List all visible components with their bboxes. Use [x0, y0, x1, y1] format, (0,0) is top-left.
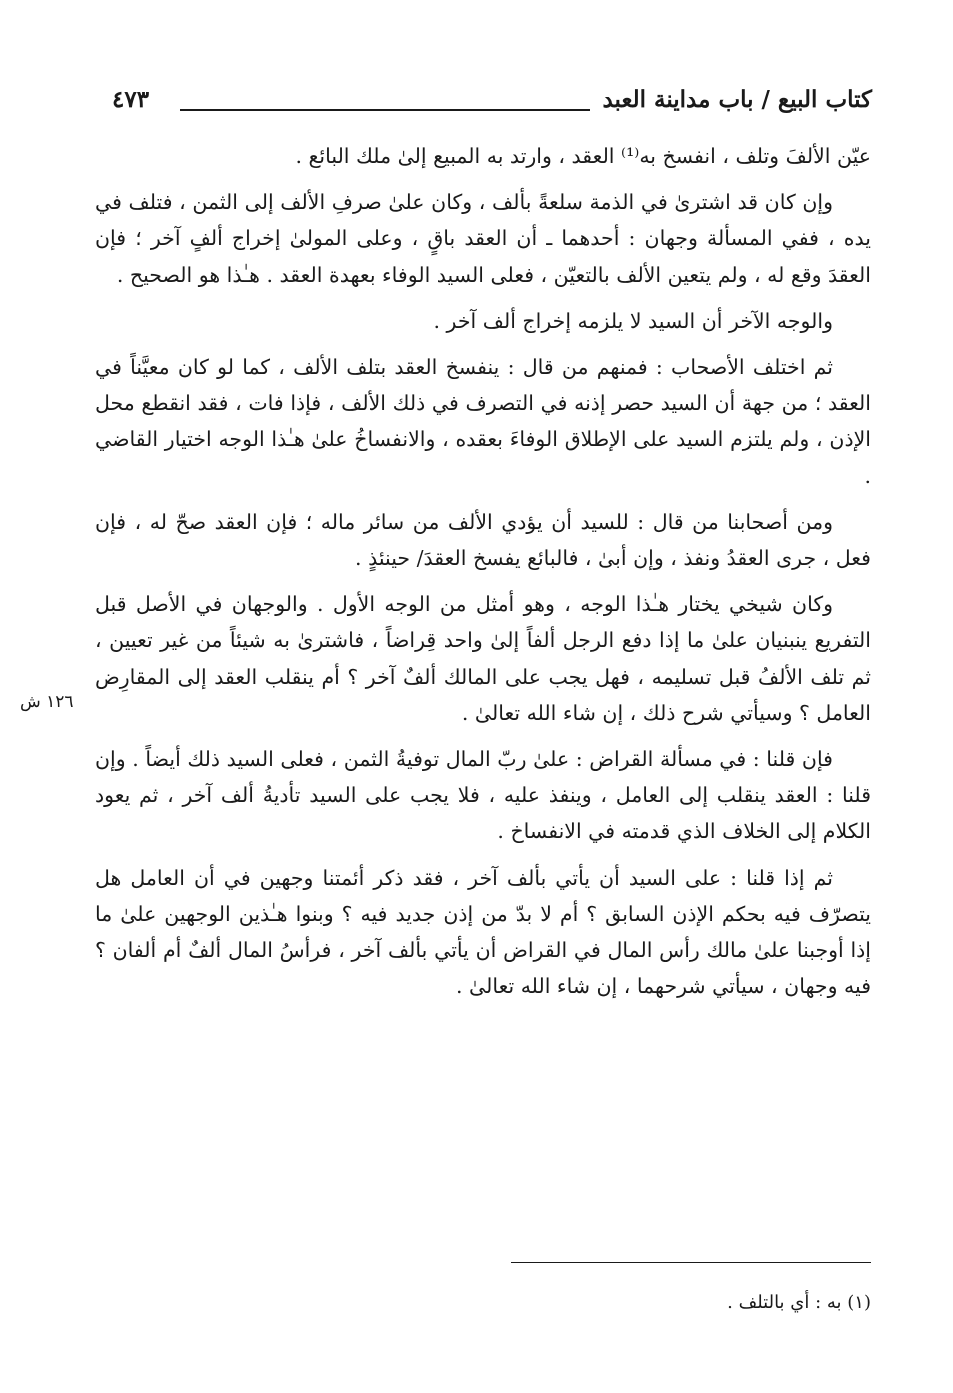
paragraph-7: فإن قلنا : في مسألة القراض : علىٰ ربّ المال توفيةُ الثمن ، فعلى السيد ذلك أيضاً . وإن قلنا : العقد ينقلب إلى العامل ، وينفذ عليه ، فلا يجب على السيد تأديةُ ألف آخر ، ثم يعود الكلام إلى الخلاف الذي قدمته في الانفساخ . — [95, 747, 871, 844]
paragraph-8: ثم إذا قلنا : على السيد أن يأتي بألف آخر ، فقد ذكر أئمتنا وجهين في أن العامل هل يتصرّف فيه بحكم الإذن السابق ؟ أم لا بدّ من إذن جديد فيه ؟ وبنوا هـٰذين الوجهين علىٰ ما إذا أوجبنا علىٰ مالك رأس المال في القراض أن يأتي بألف آخر ، فرأسُ المال ألفٌ أم ألفان ؟ فيه وجهان ، سيأتي شرحهما ، إن شاء الله تعالىٰ . — [95, 865, 871, 999]
header-rule — [180, 109, 590, 111]
footnote: (١) به : أي بالتلف . — [727, 1292, 871, 1313]
running-header — [112, 86, 872, 126]
paragraph-4: ثم اختلف الأصحاب : فمنهم من قال : ينفسخ العقد بتلف الألف ، كما لو كان معيَّناً في العقد ؛ من جهة أن السيد حصر إذنه في التصرف في ذلك الألف ، فإذا فات ، فقد انقطع محل الإذن ، ولم يلتزم السيد على الإطلاق الوفاءَ بعقده ، والانفساخُ علىٰ هـٰذا الوجه اختيار القاضي . — [95, 355, 871, 488]
manuscript-margin-note: ١٢٦ ش — [20, 692, 74, 712]
paragraph-1: عيّن الألفَ وتلف ، انفسخ به⁽¹⁾ العقد ، وارتد به المبيع إلىٰ ملك البائع . — [295, 144, 871, 168]
body-text — [95, 138, 871, 1014]
footnote-rule — [511, 1262, 871, 1263]
paragraph-3: والوجه الآخر أن السيد لا يلزمه إخراج ألف آخر . — [433, 308, 833, 333]
paragraph-2: وإن كان قد اشترىٰ في الذمة سلعةً بألف ، وكان علىٰ صرفِ الألف إلى الثمن ، فتلف في يده ، ففي المسألة وجهان : أحدهما ـ أن العقد باقٍ ، وعلى المولىٰ إخراج ألفٍ آخر ؛ فإن العقدَ وقع له ، ولم يتعين الألف بالتعيّن ، فعلى السيد الوفاء بعهدة العقد . هـٰذا هو الصحيح . — [95, 190, 871, 287]
paragraph-5: ومن أصحابنا من قال : للسيد أن يؤدي الألف من سائر ماله ؛ فإن العقد صحّ له ، فإن فعل ، جرى العقدُ ونفذ ، وإن أبىٰ ، فالبائع يفسخ العقدَ/ حينئذٍ . — [95, 509, 871, 571]
paragraph-6: وكان شيخي يختار هـٰذا الوجه ، وهو أمثل من الوجه الأول . والوجهان في الأصل قبل التفريع ينبنيان علىٰ ما إذا دفع الرجل ألفاً إلىٰ واحد قِراضاً ، فاشترىٰ به شيئاً من غير تعيين ، ثم تلف الألفُ قبل تسليمه ، فهل يجب على المالك ألفٌ آخر ؟ أم ينقلب العقد إلى المقارِض العامل ؟ وسيأتي شرح ذلك ، إن شاء الله تعالىٰ . — [95, 592, 871, 725]
chapter-title: كتاب البيع / باب مداينة العبد — [602, 86, 872, 113]
page-number: ٤٧٣ — [112, 86, 150, 113]
